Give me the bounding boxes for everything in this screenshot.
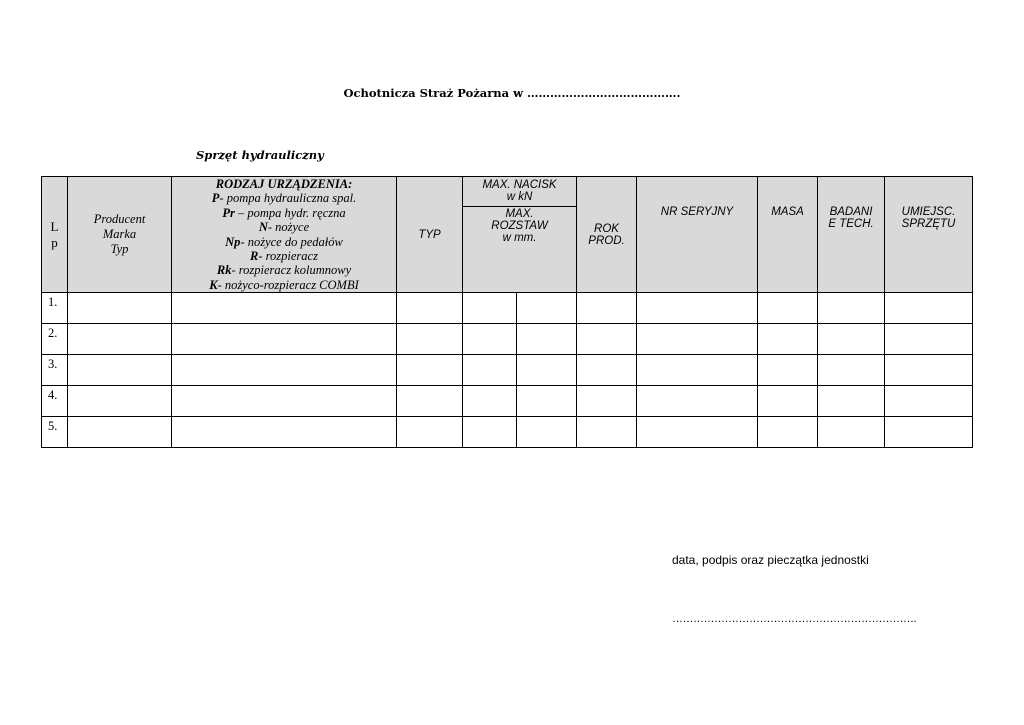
cell-rok-prod[interactable] xyxy=(577,386,637,417)
cell-umiejsc[interactable] xyxy=(885,355,973,386)
header-producent-line: Typ xyxy=(110,242,129,257)
header-max-rozstaw xyxy=(463,206,577,293)
header-badania-tech xyxy=(818,177,885,293)
header-max-rozstaw-line: w mm. xyxy=(502,231,537,244)
cell-masa[interactable] xyxy=(758,355,818,386)
header-rodzaj-urzadzenia xyxy=(172,177,397,293)
signature-line[interactable]: ……………………………………………………………. xyxy=(672,613,917,625)
cell-rodzaj[interactable] xyxy=(172,355,397,386)
device-code-line: N- nożyce xyxy=(258,220,310,235)
cell-umiejsc[interactable] xyxy=(885,386,973,417)
cell-max-nacisk[interactable] xyxy=(463,386,517,417)
cell-nr-seryjny[interactable] xyxy=(637,355,758,386)
signature-label: data, podpis oraz pieczątka jednostki xyxy=(672,553,869,567)
cell-max-rozstaw[interactable] xyxy=(517,324,577,355)
header-max-rozstaw-line: ROZSTAW xyxy=(491,219,548,232)
row-number: 4. xyxy=(42,386,68,417)
cell-producent[interactable] xyxy=(68,324,172,355)
cell-badania-tech[interactable] xyxy=(818,293,885,324)
cell-umiejsc[interactable] xyxy=(885,417,973,448)
cell-rok-prod[interactable] xyxy=(577,417,637,448)
section-title: Sprzęt hydrauliczny xyxy=(196,148,324,162)
cell-rodzaj[interactable] xyxy=(172,293,397,324)
table-row xyxy=(42,293,973,324)
header-umiejsc-line: SPRZĘTU xyxy=(901,218,956,230)
header-badania-line: E TECH. xyxy=(828,218,874,230)
cell-umiejsc[interactable] xyxy=(885,324,973,355)
header-umiejsc-line: UMIEJSC. xyxy=(901,206,956,218)
equipment-table xyxy=(41,176,973,448)
table-row xyxy=(42,355,973,386)
header-badania-line: BADANI xyxy=(829,206,873,218)
cell-badania-tech[interactable] xyxy=(818,324,885,355)
cell-max-rozstaw[interactable] xyxy=(517,417,577,448)
cell-rok-prod[interactable] xyxy=(577,324,637,355)
cell-max-nacisk[interactable] xyxy=(463,417,517,448)
header-nr-seryjny: NR SERYJNY xyxy=(637,177,758,293)
header-masa: MASA xyxy=(758,177,818,293)
header-max-nacisk-line: MAX. NACISK xyxy=(482,179,557,192)
cell-badania-tech[interactable] xyxy=(818,355,885,386)
header-producent-line: Marka xyxy=(102,227,137,242)
cell-producent[interactable] xyxy=(68,293,172,324)
row-number: 3. xyxy=(42,355,68,386)
device-code-line: Pr – pompa hydr. ręczna xyxy=(222,205,346,220)
cell-max-nacisk[interactable] xyxy=(463,293,517,324)
document-title: Ochotnicza Straż Pożarna w …………………………………. xyxy=(343,86,681,100)
device-code-line: Np- nożyce do pedałów xyxy=(225,234,343,249)
cell-producent[interactable] xyxy=(68,417,172,448)
header-max-rozstaw-line: MAX. xyxy=(505,207,534,220)
header-producent xyxy=(68,177,172,293)
cell-producent[interactable] xyxy=(68,386,172,417)
cell-nr-seryjny[interactable] xyxy=(637,386,758,417)
device-code-line: R- rozpieracz xyxy=(250,249,318,264)
cell-typ[interactable] xyxy=(397,293,463,324)
cell-masa[interactable] xyxy=(758,293,818,324)
row-number: 5. xyxy=(42,417,68,448)
cell-masa[interactable] xyxy=(758,324,818,355)
cell-rodzaj[interactable] xyxy=(172,417,397,448)
cell-typ[interactable] xyxy=(397,355,463,386)
cell-nr-seryjny[interactable] xyxy=(637,417,758,448)
device-code-line: Rk- rozpieracz kolumnowy xyxy=(216,263,352,278)
header-rok-line: PROD. xyxy=(588,234,625,247)
cell-typ[interactable] xyxy=(397,324,463,355)
table-row xyxy=(42,386,973,417)
cell-nr-seryjny[interactable] xyxy=(637,324,758,355)
header-rodzaj-title: RODZAJ URZĄDZENIA: xyxy=(215,177,353,191)
cell-nr-seryjny[interactable] xyxy=(637,293,758,324)
header-producent-line: Producent xyxy=(93,212,146,227)
cell-masa[interactable] xyxy=(758,417,818,448)
cell-rodzaj[interactable] xyxy=(172,324,397,355)
cell-umiejsc[interactable] xyxy=(885,293,973,324)
row-number: 1. xyxy=(42,293,68,324)
header-lp-line: L xyxy=(50,218,59,234)
cell-rodzaj[interactable] xyxy=(172,386,397,417)
cell-masa[interactable] xyxy=(758,386,818,417)
table-row xyxy=(42,324,973,355)
cell-max-nacisk[interactable] xyxy=(463,324,517,355)
device-code-line: P- pompa hydrauliczna spal. xyxy=(211,191,357,206)
header-typ: TYP xyxy=(397,177,463,293)
row-number: 2. xyxy=(42,324,68,355)
cell-max-rozstaw[interactable] xyxy=(517,386,577,417)
cell-typ[interactable] xyxy=(397,417,463,448)
header-lp xyxy=(42,177,68,293)
header-lp-line: p xyxy=(51,234,58,250)
header-rok-prod xyxy=(577,177,637,293)
cell-badania-tech[interactable] xyxy=(818,417,885,448)
header-umiejsc-sprzetu xyxy=(885,177,973,293)
header-max-nacisk xyxy=(463,177,577,207)
cell-max-nacisk[interactable] xyxy=(463,355,517,386)
header-max-nacisk-line: w kN xyxy=(506,191,533,204)
cell-max-rozstaw[interactable] xyxy=(517,355,577,386)
cell-badania-tech[interactable] xyxy=(818,386,885,417)
cell-max-rozstaw[interactable] xyxy=(517,293,577,324)
cell-producent[interactable] xyxy=(68,355,172,386)
table-row xyxy=(42,417,973,448)
device-code-line: K- nożyco-rozpieracz COMBI xyxy=(209,277,359,292)
cell-typ[interactable] xyxy=(397,386,463,417)
header-rok-line: ROK xyxy=(594,222,619,235)
cell-rok-prod[interactable] xyxy=(577,293,637,324)
cell-rok-prod[interactable] xyxy=(577,355,637,386)
